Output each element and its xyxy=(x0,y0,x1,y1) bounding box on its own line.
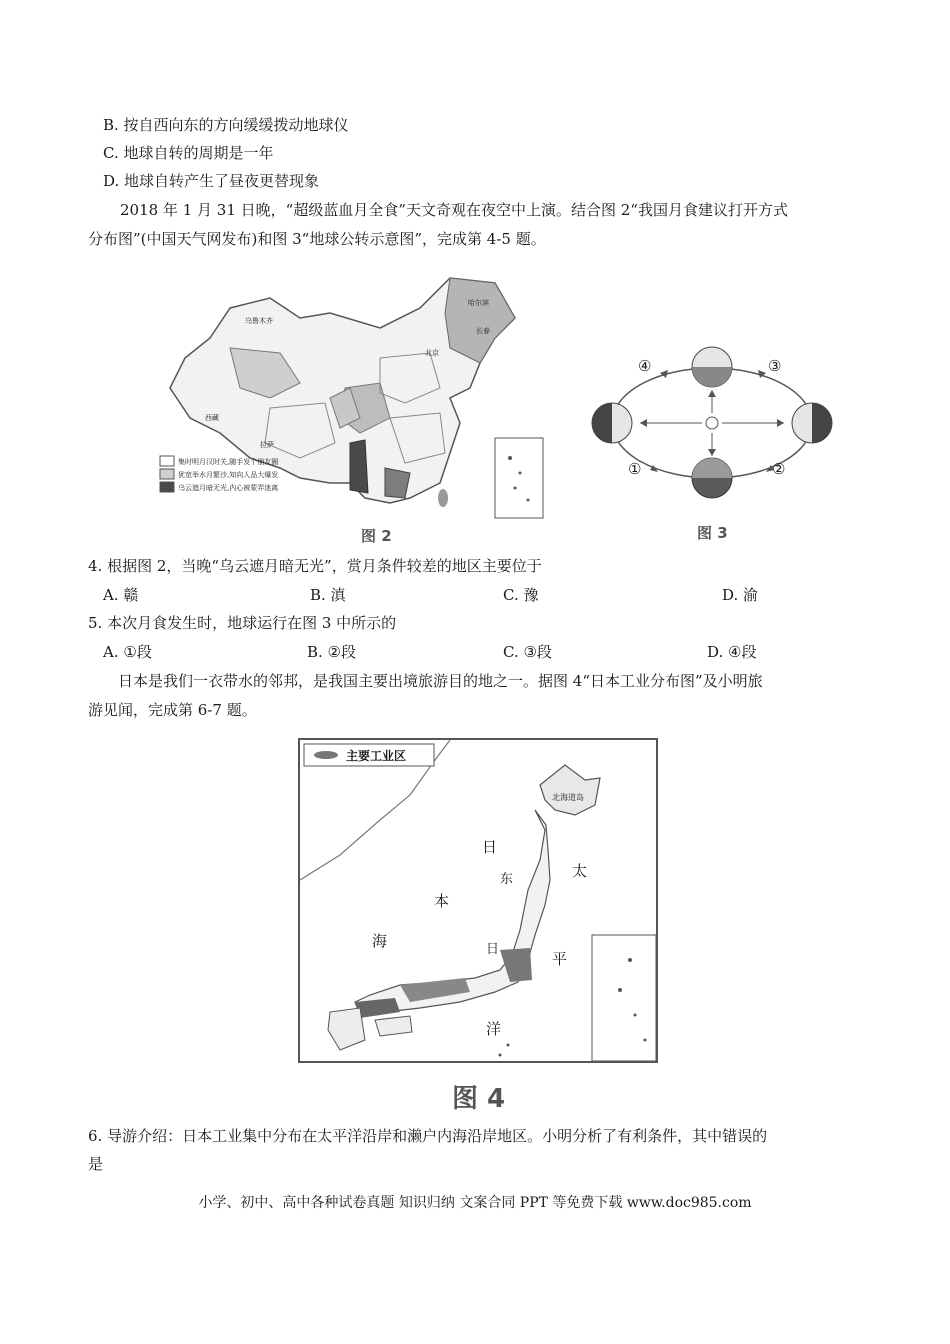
fig4-caption: 图 4 xyxy=(452,1084,506,1114)
earth-orbit-diagram xyxy=(590,345,835,505)
figure-3-earth-revolution xyxy=(590,345,835,505)
q4-option-d: D. 渝 xyxy=(722,586,759,604)
fig3-segment-4: ④ xyxy=(638,357,652,375)
q3-option-c: C. 地球自转的周期是一年 xyxy=(103,144,274,162)
fig2-legend-item-2: 犹宽举水月繁沙,知向人品大爆发 xyxy=(178,471,279,479)
fig2-label-harbin: 哈尔滨 xyxy=(468,299,489,307)
fig2-legend xyxy=(178,456,278,495)
fig2-label-xizang: 西藏 xyxy=(205,414,219,422)
fig4-pacific-char-3: 洋 xyxy=(486,1020,502,1038)
intro1-line2: 分布图”(中国天气网发布)和图 3“地球公转示意图”，完成第 4-5 题。 xyxy=(88,230,546,248)
figure-4-japan-map xyxy=(298,738,658,1063)
q5-option-a: A. ①段 xyxy=(103,643,152,661)
fig4-pacific-char-2: 平 xyxy=(552,950,568,968)
q5-option-c: C. ③段 xyxy=(503,643,552,661)
fig2-legend-item-3: 乌云遮月暗无光,内心被蒙弄迷离 xyxy=(178,484,279,492)
q6-line2: 是 xyxy=(88,1155,104,1173)
fig3-segment-1: ① xyxy=(628,460,642,478)
fig4-label-hokkaido: 北海道岛 xyxy=(552,793,584,802)
q6-line1: 6. 导游介绍：日本工业集中分布在太平洋沿岸和濑户内海沿岸地区。小明分析了有利条件，其中错误的 xyxy=(88,1127,768,1145)
q4-option-a: A. 赣 xyxy=(103,586,139,604)
fig2-label-lhasa: 拉萨 xyxy=(260,441,274,449)
fig3-segment-3: ③ xyxy=(768,357,782,375)
intro1-line1: 2018 年 1 月 31 日晚，“超级蓝血月全食”天文奇观在夜空中上演。结合图 2“我国月食建议打开方式 xyxy=(120,201,788,219)
intro2-line1: 日本是我们一衣带水的邻邦，是我国主要出境旅游目的地之一。据图 4“日本工业分布图”及小明旅 xyxy=(118,672,763,690)
fig2-label-changchun: 长春 xyxy=(476,327,490,335)
q3-option-b: B. 按自西向东的方向缓缓拨动地球仪 xyxy=(103,116,349,134)
fig4-legend-label: 主要工业区 xyxy=(346,749,407,763)
fig4-sea-char-1: 日 xyxy=(482,838,498,856)
q5-option-d: D. ④段 xyxy=(707,643,757,661)
q5-stem: 5. 本次月食发生时，地球运行在图 3 中所示的 xyxy=(88,614,397,632)
q4-stem: 4. 根据图 2，当晚“乌云遮月暗无光”，赏月条件较差的地区主要位于 xyxy=(88,557,542,575)
fig4-sea-char-2: 本 xyxy=(434,892,450,910)
q5-option-b: B. ②段 xyxy=(307,643,357,661)
fig4-sea-char-3: 海 xyxy=(372,932,388,950)
japan-map-graphic xyxy=(300,740,656,1061)
fig4-east-char-1: 日 xyxy=(486,942,500,957)
fig4-pacific-char-1: 太 xyxy=(572,862,588,880)
q4-option-c: C. 豫 xyxy=(503,586,539,604)
fig4-east-char-2: 东 xyxy=(500,872,514,887)
fig3-segment-2: ② xyxy=(772,460,786,478)
q3-option-d: D. 地球自转产生了昼夜更替现象 xyxy=(103,172,320,190)
intro2-line2: 游见闻，完成第 6-7 题。 xyxy=(88,701,257,719)
china-map-graphic xyxy=(150,268,550,543)
fig2-label-urumqi: 乌鲁木齐 xyxy=(245,317,273,325)
fig2-legend-item-1: 集时明月汉时关,随手发个朋友圈 xyxy=(178,458,279,466)
q4-option-b: B. 滇 xyxy=(310,586,346,604)
page-footer: 小学、初中、高中各种试卷真题 知识归纳 文案合同 PPT 等免费下载 www.doc985.com xyxy=(198,1195,752,1211)
fig2-caption: 图 2 xyxy=(361,527,392,545)
figure-2-china-map xyxy=(150,268,550,543)
fig2-label-beijing: 北京 xyxy=(425,349,439,357)
fig3-caption: 图 3 xyxy=(697,524,728,542)
